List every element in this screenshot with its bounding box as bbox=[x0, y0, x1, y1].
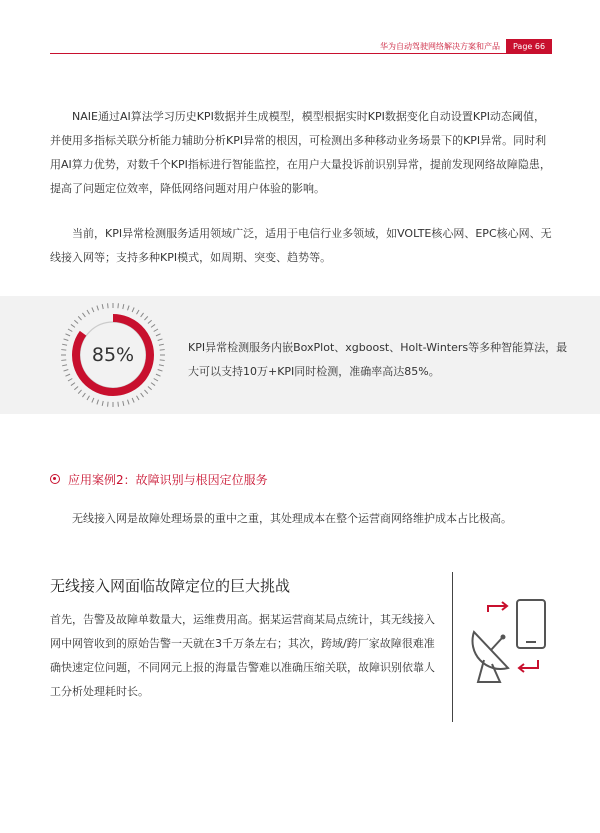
challenge-heading: 无线接入网面临故障定位的巨大挑战 bbox=[50, 577, 291, 595]
case-intro-paragraph: 无线接入网是故障处理场景的重中之重，其处理成本在整个运营商网络维护成本占比极高。 bbox=[72, 512, 512, 525]
mobile-phone-icon bbox=[517, 600, 545, 648]
accuracy-gauge bbox=[58, 300, 168, 410]
arrow-right-icon bbox=[488, 602, 507, 612]
intro-paragraph: NAIE通过AI算法学习历史KPI数据并生成模型，模型根据实时KPI数据变化自动设置KPI动态阈值，并使用多指标关联分析能力辅助分析KPI异常的根因，可检测出多种移动业务场景下的KPI异常。同时利用AI算力优势，对数千个KPI指标进行智能监控，在用户大量投诉前识别异常，提前发现网络故障隐患，提高了问题定位效率，降低网络问题对用户体验的影响。 bbox=[50, 110, 551, 195]
target-bullet-icon bbox=[50, 474, 60, 484]
network-fault-illustration bbox=[460, 590, 570, 700]
page-number-badge: Page 66 bbox=[506, 39, 552, 54]
gauge-value-label: 85% bbox=[91, 344, 135, 366]
stat-description: KPI异常检测服务内嵌BoxPlot、xgboost、Holt-Winters等多种智能算法，最大可以支持10万+KPI同时检测，准确率高达85%。 bbox=[188, 341, 568, 378]
challenge-body: 首先，告警及故障单数量大，运维费用高。据某运营商某局点统计，其无线接入网中网管收到的原始告警一天就在3千万条左右；其次，跨域/跨厂家故障很难准确快速定位问题，不同网元上报的海量告警难以准确压缩关联，故障识别依靠人工分析处理耗时长。 bbox=[50, 613, 435, 698]
header-title: 华为自动驾驶网络解决方案和产品 bbox=[380, 42, 500, 51]
case-heading-text: 应用案例2：故障识别与根因定位服务 bbox=[68, 472, 268, 487]
header-rule bbox=[50, 53, 552, 54]
arrow-left-icon bbox=[519, 660, 538, 672]
satellite-dish-icon bbox=[473, 632, 508, 682]
vertical-divider bbox=[452, 572, 453, 722]
case-heading bbox=[50, 470, 268, 488]
scope-paragraph: 当前，KPI异常检测服务适用领域广泛，适用于电信行业多领域，如VOLTE核心网、EPC核心网、无线接入网等；支持多种KPI模式，如周期、突变、趋势等。 bbox=[50, 227, 552, 264]
